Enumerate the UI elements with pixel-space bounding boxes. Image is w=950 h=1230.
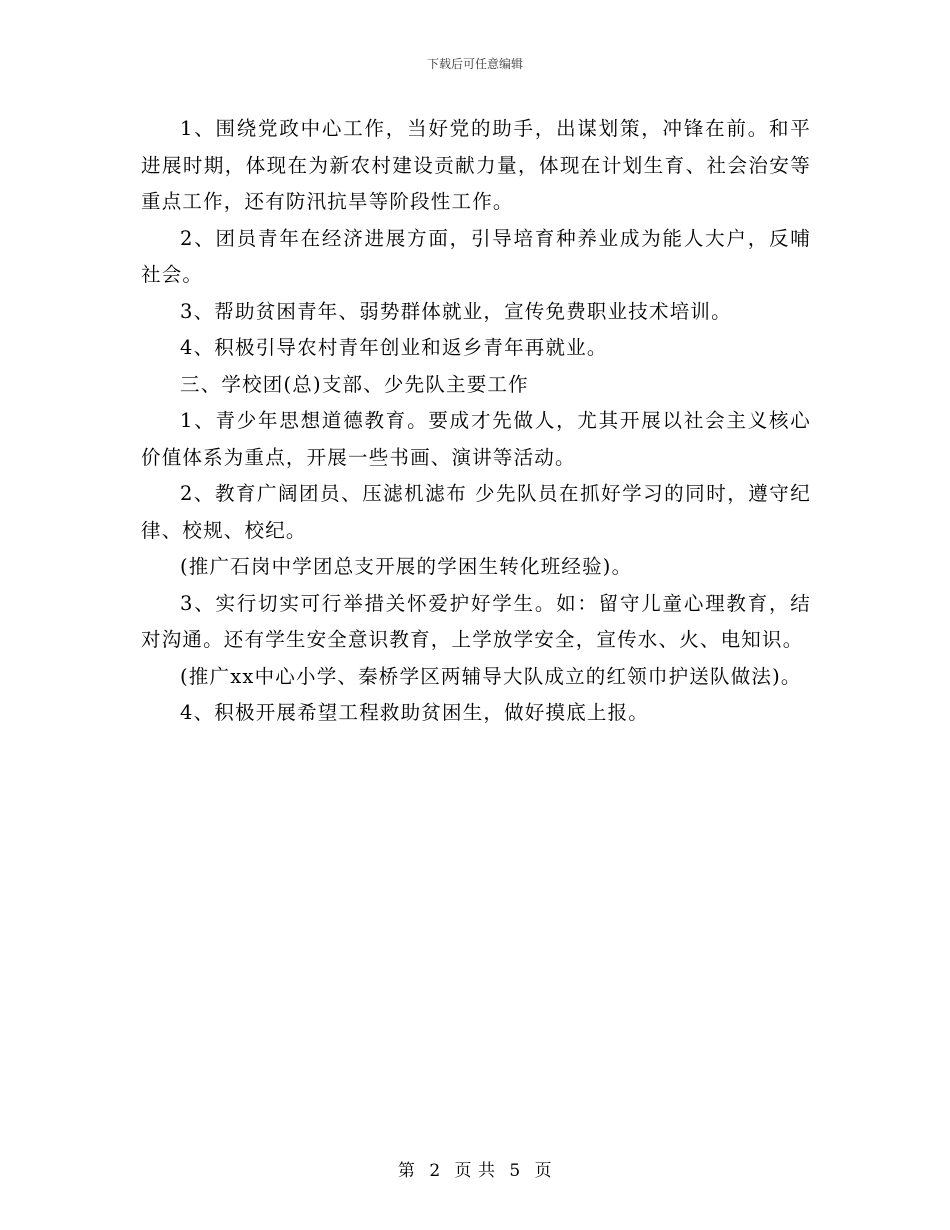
total-pages: 5	[509, 1161, 521, 1181]
page-label-suffix: 页	[534, 1161, 553, 1181]
paragraph-note: (推广xx中心小学、秦桥学区两辅导大队成立的红领巾护送队做法)。	[180, 664, 802, 688]
paragraph: 4、积极开展希望工程救助贫困生，做好摸底上报。	[180, 701, 650, 724]
page-label-mid: 页 共	[454, 1161, 496, 1181]
paragraph: 2、教育广阔团员、压滤机滤布 少先队员在抓好学习的同时，遵守纪律、校规、校纪。	[141, 482, 811, 542]
section-heading: 三、学校团(总)支部、少先队主要工作	[180, 372, 529, 396]
page-number: 2	[429, 1161, 441, 1181]
paragraph: 1、围绕党政中心工作，当好党的助手，出谋划策，冲锋在前。和平进展时期，体现在为新农村建设贡献力量，体现在计划生育、社会治安等重点工作，还有防汛抗旱等阶段性工作。	[141, 117, 811, 213]
paragraph: 1、青少年思想道德教育。要成才先做人，尤其开展以社会主义核心价值体系为重点，开展一些书画、演讲等活动。	[141, 409, 811, 469]
paragraph-note: (推广石岗中学团总支开展的学困生转化班经验)。	[180, 555, 633, 578]
paragraph: 3、帮助贫困青年、弱势群体就业，宣传免费职业技术培训。	[180, 299, 732, 323]
header-note: 下载后可任意编辑	[426, 57, 523, 71]
page-footer	[0, 1156, 950, 1181]
paragraph: 3、实行切实可行举措关怀爱护好学生。如：留守儿童心理教育，结对沟通。还有学生安全意识教育，上学放学安全，宣传水、火、电知识。	[141, 591, 811, 651]
paragraph: 2、团员青年在经济进展方面，引导培育种养业成为能人大户，反哺社会。	[141, 226, 811, 286]
document-body	[141, 111, 811, 732]
page-label-prefix: 第	[397, 1161, 416, 1181]
paragraph: 4、积极引导农村青年创业和返乡青年再就业。	[180, 336, 608, 359]
